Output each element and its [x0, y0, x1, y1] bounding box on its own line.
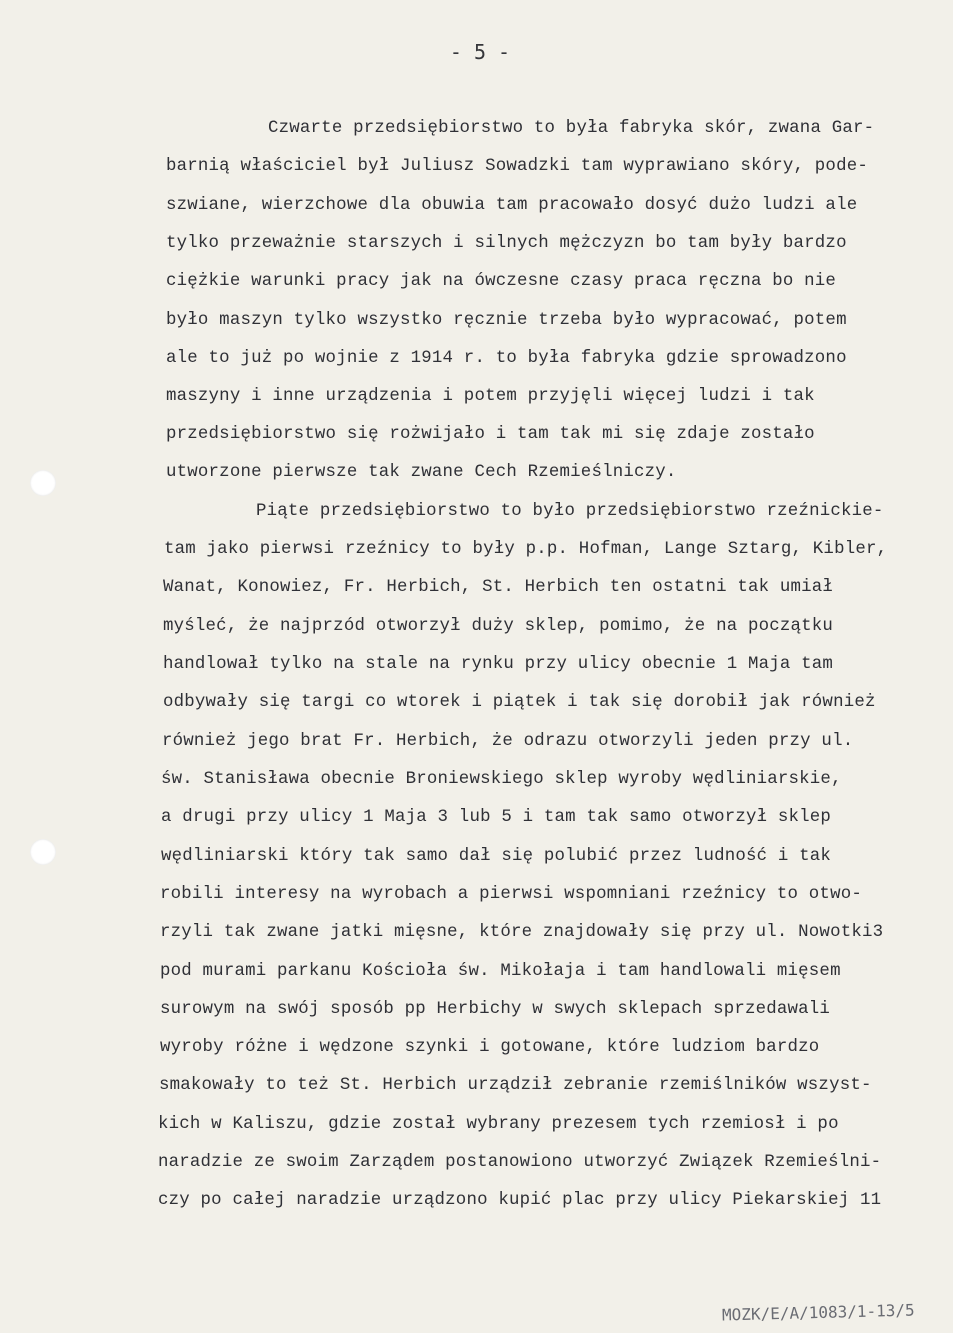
text-line: czy po całej naradzie urządzono kupić plac przy ulicy Piekarskiej 11 [158, 1191, 882, 1210]
text-line: odbywały się targi co wtorek i piątek i tak się dorobił jak również [163, 693, 876, 712]
text-line: naradzie ze swoim Zarządem postanowiono utworzyć Związek Rzemieślni- [158, 1153, 882, 1172]
punch-hole-bottom [30, 839, 56, 865]
text-line: ciężkie warunki pracy jak na ówczesne czasy praca ręczna bo nie [166, 272, 837, 291]
archive-reference: MOZK/E/A/1083/1-13/5 [721, 1300, 915, 1325]
text-line: utworzone pierwsze tak zwane Cech Rzemieślniczy. [166, 463, 677, 482]
text-line: rzyli tak zwane jatki mięsne, które znajdowały się przy ul. Nowotki3 [160, 923, 884, 942]
text-line: pod murami parkanu Kościoła św. Mikołaja i tam handlowali mięsem [160, 962, 841, 981]
text-line: tylko przeważnie starszych i silnych mężczyzn bo tam były bardzo [166, 234, 847, 253]
punch-hole-top [30, 470, 56, 496]
text-line: wędliniarski który tak samo dał się polubić przez ludność i tak [161, 847, 832, 866]
text-line: maszyny i inne urządzenia i potem przyjęli więcej ludzi i tak [166, 387, 815, 406]
text-line: Czwarte przedsiębiorstwo to była fabryka skór, zwana Gar- [268, 119, 875, 138]
text-line: św. Stanisława obecnie Broniewskiego sklep wyroby wędliniarskie, [161, 770, 842, 789]
text-line: barnią właściciel był Juliusz Sowadzki tam wyprawiano skóry, pode- [166, 157, 868, 176]
page-number: - 5 - [449, 40, 511, 64]
text-line: smakowały to też St. Herbich urządził zebranie rzemiślników wszyst- [159, 1076, 872, 1095]
text-line: handlował tylko na stale na rynku przy ulicy obecnie 1 Maja tam [163, 655, 834, 674]
text-line: surowym na swój sposób pp Herbichy w swych sklepach sprzedawali [160, 1000, 831, 1019]
text-line: a drugi przy ulicy 1 Maja 3 lub 5 i tam tak samo otworzył sklep [161, 808, 832, 827]
text-line: szwiane, wierzchowe dla obuwia tam pracowało dosyć dużo ludzi ale [166, 196, 858, 215]
text-line: kich w Kaliszu, gdzie został wybrany prezesem tych rzemiosł i po [158, 1115, 839, 1134]
text-line: Piąte przedsiębiorstwo to było przedsiębiorstwo rzeźnickie- [256, 502, 884, 521]
text-line: myśleć, że najprzód otworzył duży sklep, pomimo, że na początku [163, 617, 834, 636]
text-line: ale to już po wojnie z 1914 r. to była fabryka gdzie sprowadzono [166, 349, 847, 368]
text-line: wyroby różne i wędzone szynki i gotowane, które ludziom bardzo [160, 1038, 820, 1057]
text-line: robili interesy na wyrobach a pierwsi wspomniani rzeźnicy to otwo- [160, 885, 862, 904]
text-line: tam jako pierwsi rzeźnicy to były p.p. Hofman, Lange Sztarg, Kibler, [164, 540, 888, 559]
text-line: Wanat, Konowiez, Fr. Herbich, St. Herbich ten ostatni tak umiał [163, 578, 834, 597]
text-line: było maszyn tylko wszystko ręcznie trzeba było wypracować, potem [166, 311, 847, 330]
text-line: przedsiębiorstwo się rożwijało i tam tak mi się zdaje zostało [166, 425, 815, 444]
text-line: również jego brat Fr. Herbich, że odrazu otworzyli jeden przy ul. [162, 732, 854, 751]
